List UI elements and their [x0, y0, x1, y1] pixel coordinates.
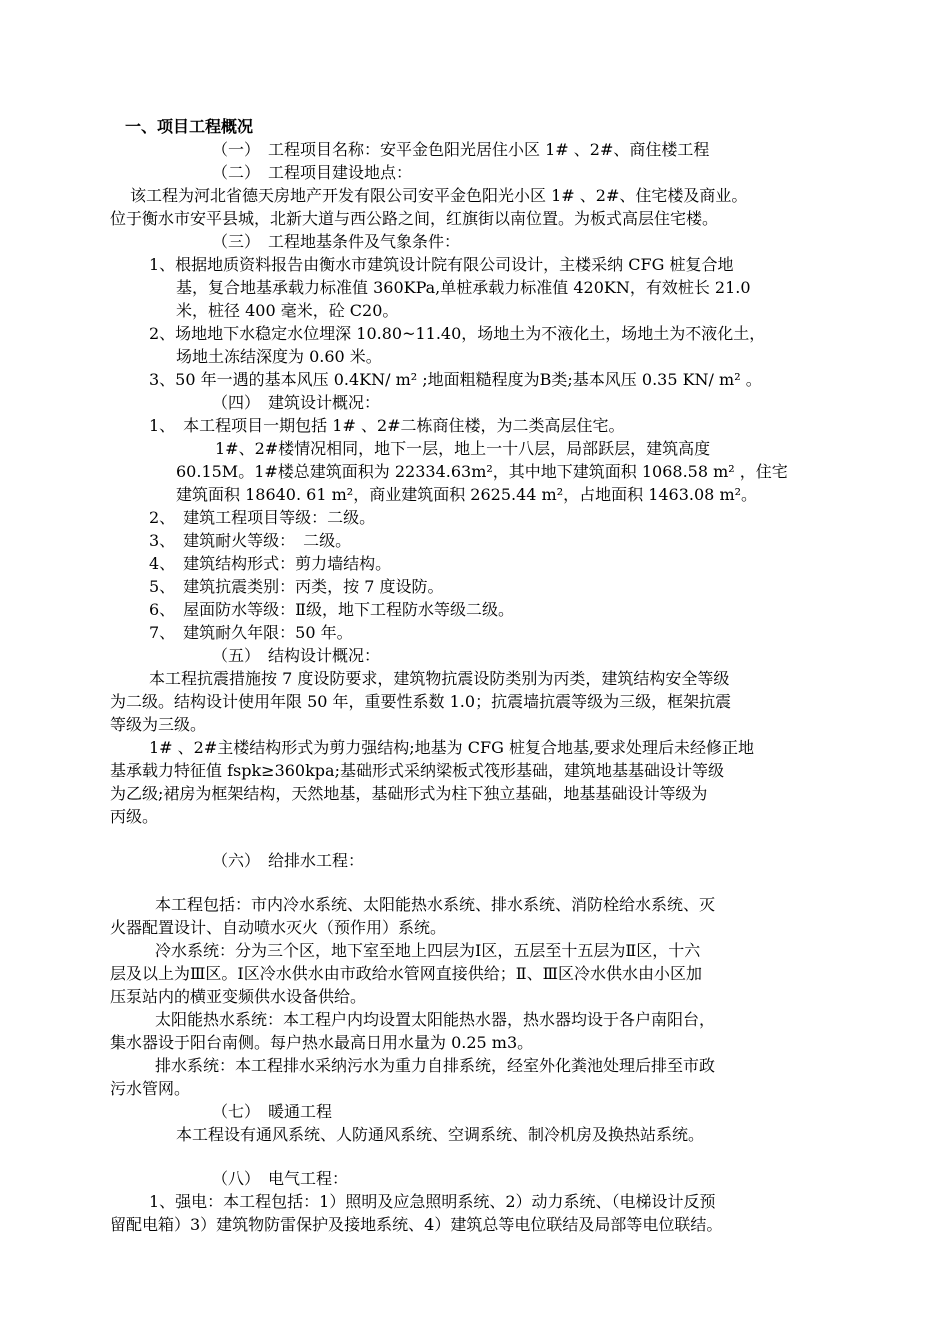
paragraph-line: 层及以上为Ⅲ区。Ⅰ区冷水供水由市政给水管网直接供给；Ⅱ、Ⅲ区冷水供水由小区加	[110, 964, 703, 983]
paragraph-line: 60.15M。1#楼总建筑面积为 22334.63m²，其中地下建筑面积 1068.58 m² ，住宅	[176, 462, 788, 481]
paragraph-line: 1#、2#楼情况相同，地下一层，地上一十八层，局部跃层，建筑高度	[215, 439, 711, 458]
subsection-title: （二） 工程项目建设地点：	[212, 163, 413, 182]
paragraph-line: 建筑面积 18640. 61 m²，商业建筑面积 2625.44 m²，占地面积 1463.08 m²。	[176, 485, 758, 504]
paragraph-line: 为乙级;裙房为框架结构，天然地基，基础形式为柱下独立基础，地基基础设计等级为	[110, 784, 708, 803]
list-item: 3、 建筑耐火等级： 二级。	[149, 531, 352, 550]
paragraph-line: 本工程包括：市内冷水系统、太阳能热水系统、排水系统、消防栓给水系统、灭	[155, 895, 716, 914]
list-item: 6、 屋面防水等级：Ⅱ级，地下工程防水等级二级。	[149, 600, 515, 619]
list-item: 1、强电：本工程包括：1）照明及应急照明系统、2）动力系统、（电梯设计反预	[149, 1192, 716, 1211]
list-item: 5、 建筑抗震类别：丙类，按 7 度设防。	[149, 577, 444, 596]
subsection-title: （七） 暖通工程	[212, 1102, 333, 1121]
subsection-title: （一） 工程项目名称：安平金色阳光居住小区 1# 、2#、商住楼工程	[212, 140, 710, 159]
list-item: 1、根据地质资料报告由衡水市建筑设计院有限公司设计，主楼采纳 CFG 桩复合地	[149, 255, 734, 274]
subsection-title: （三） 工程地基条件及气象条件：	[212, 232, 461, 251]
list-item: 1、 本工程项目一期包括 1# 、2#二栋商住楼，为二类高层住宅。	[149, 416, 625, 435]
paragraph-line: 污水管网。	[110, 1079, 191, 1098]
paragraph-line: 太阳能热水系统：本工程户内均设置太阳能热水器，热水器均设于各户南阳台，	[155, 1010, 716, 1029]
paragraph-line: 火器配置设计、自动喷水灭火（预作用）系统。	[110, 918, 447, 937]
paragraph-line: 冷水系统：分为三个区，地下室至地上四层为Ⅰ区，五层至十五层为Ⅱ区，十六	[155, 941, 701, 960]
list-item: 7、 建筑耐久年限：50 年。	[149, 623, 353, 642]
paragraph-line: 压泵站内的横亚变频供水设备供给。	[110, 987, 367, 1006]
subsection-title: （五） 结构设计概况：	[212, 646, 381, 665]
paragraph-line: 排水系统：本工程排水采纳污水为重力自排系统，经室外化粪池处理后排至市政	[155, 1056, 716, 1075]
paragraph-line: 集水器设于阳台南侧。每户热水最高日用水量为 0.25 m3。	[110, 1033, 534, 1052]
paragraph-line: 本工程设有通风系统、人防通风系统、空调系统、制冷机房及换热站系统。	[176, 1125, 705, 1144]
paragraph-line: 场地土冻结深度为 0.60 米。	[176, 347, 382, 366]
subsection-title: （八） 电气工程：	[212, 1169, 349, 1188]
paragraph-line: 本工程抗震措施按 7 度设防要求，建筑物抗震设防类别为丙类，建筑结构安全等级	[149, 669, 730, 688]
subsection-title: （六） 给排水工程：	[212, 851, 365, 870]
list-item: 3、50 年一遇的基本风压 0.4KN/ m² ;地面粗糙程度为Β类;基本风压 0.35 KN/ m² 。	[149, 370, 762, 389]
paragraph-line: 基承载力特征值 fspk≥360kpa;基础形式采纳梁板式筏形基础，建筑地基基础设计等级	[110, 761, 724, 780]
section-heading: 一、项目工程概况	[125, 117, 254, 136]
list-item: 2、场地地下水稳定水位埋深 10.80~11.40，场地土为不液化土，场地土为不液化土，	[149, 324, 766, 343]
paragraph-line: 该工程为河北省德天房地产开发有限公司安平金色阳光小区 1# 、2#、住宅楼及商业。	[130, 186, 748, 205]
paragraph-line: 米，桩径 400 毫米，砼 C20。	[176, 301, 399, 320]
paragraph-line: 位于衡水市安平县城，北新大道与西公路之间，红旗街以南位置。为板式高层住宅楼。	[110, 209, 719, 228]
paragraph-line: 1# 、2#主楼结构形式为剪力强结构;地基为 CFG 桩复合地基,要求处理后未经修正地	[149, 738, 755, 757]
list-item: 4、 建筑结构形式：剪力墙结构。	[149, 554, 392, 573]
subsection-title: （四） 建筑设计概况：	[212, 393, 381, 412]
paragraph-line: 基，复合地基承载力标准值 360KPa,单桩承载力标准值 420KN，有效桩长 21.0	[176, 278, 751, 297]
paragraph-line: 留配电箱）3）建筑物防雷保护及接地系统、4）建筑总等电位联结及局部等电位联结。	[110, 1215, 723, 1234]
list-item: 2、 建筑工程项目等级：二级。	[149, 508, 376, 527]
paragraph-line: 为二级。结构设计使用年限 50 年，重要性系数 1.0；抗震墙抗震等级为三级，框架抗震	[110, 692, 732, 711]
paragraph-line: 等级为三级。	[110, 715, 207, 734]
paragraph-line: 丙级。	[110, 807, 159, 826]
